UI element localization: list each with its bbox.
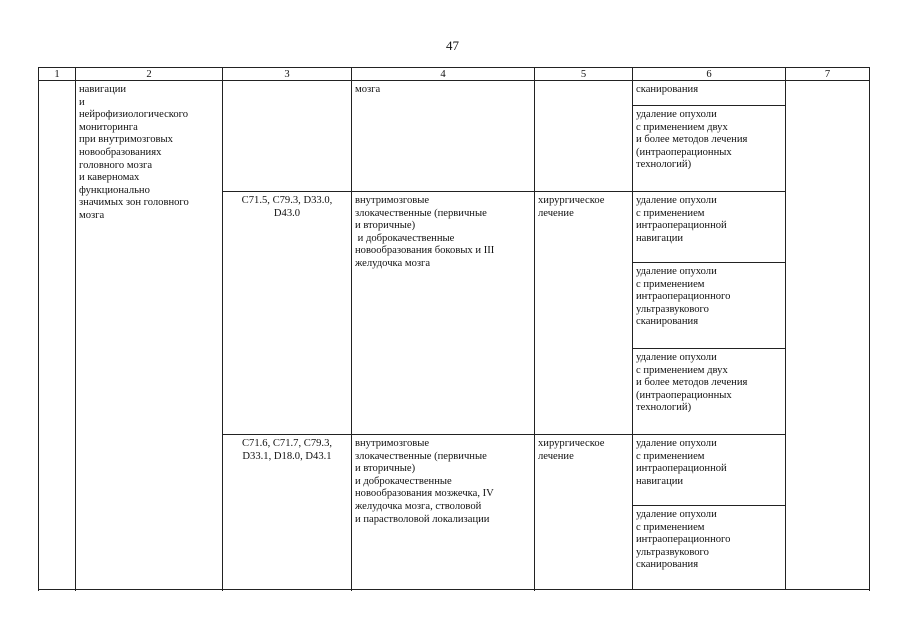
cell-line: (интраоперационных [636,389,732,401]
method-cell [633,263,786,349]
method-cell [633,349,786,435]
column-number: 7 [786,68,870,81]
cell-line: интраоперационной [636,220,727,232]
cell-line: и более методов лечения [636,377,748,389]
cell-line: сканирования [636,84,699,95]
cell-line: лечение [538,450,574,462]
cell-line: злокачественные (первичные [355,450,487,462]
column-number: 1 [39,68,76,81]
cell-line: при внутримозговых [79,134,173,146]
cell-line: навигации [79,84,127,95]
column-number: 4 [352,68,535,81]
cell-line: мониторинга [79,121,138,133]
cell-line: навигации [636,475,684,487]
cell-line: функционально [79,184,150,196]
cell-line: C71.6, C71.7, C79.3, [241,438,333,449]
cell-line: хирургическое [538,195,605,206]
cell-line: с применением двух [636,121,728,133]
cell-line: сканирования [636,316,699,328]
cell-line: злокачественные (первичные [355,207,487,219]
cell-line: нейрофизиологического [79,109,189,121]
disease-cell [352,435,535,590]
treatment-cell [535,81,633,192]
cell-line: ультразвукового [636,303,709,315]
cell-line: D43.0 [273,207,301,219]
medical-care-table [38,67,870,590]
cell-line: ультразвукового [636,546,709,558]
column-number-row [39,68,870,81]
volume-cell [786,81,870,590]
cell-line: удаление опухоли [636,352,717,363]
cell-line: желудочка мозга [355,257,431,269]
cell-line: навигации [636,232,684,244]
treatment-cell [535,435,633,590]
method-cell [633,81,786,106]
treatment-cell [535,192,633,435]
method-name-cell [76,81,223,590]
cell-line: внутримозговые [355,195,430,206]
cell-line: значимых зон головного [79,197,189,209]
codes-cell [223,81,352,192]
cell-line: D33.1, D18.0, D43.1 [242,450,332,462]
cell-line: с применением [636,278,705,290]
cell-line: удаление опухоли [636,509,717,520]
cell-line: внутримозговые [355,438,430,449]
cell-line: с применением двух [636,364,728,376]
cell-line: удаление опухоли [636,266,717,277]
cell-line: новообразованиях [79,146,162,158]
cell-line: и парастволовой локализации [355,513,490,525]
method-cell [633,106,786,192]
disease-cell [352,81,535,192]
cell-line: и каверномах [79,172,140,184]
cell-line: сканирования [636,559,699,571]
column-number: 2 [76,68,223,81]
cell-line: технологий) [636,159,692,171]
cell-line: желудочка мозга, стволовой [355,500,482,512]
cell-line: удаление опухоли [636,438,717,449]
method-cell [633,192,786,263]
cell-line: головного мозга [79,159,153,171]
row-number-cell [39,81,76,590]
method-cell [633,435,786,506]
cell-line: хирургическое [538,438,605,449]
cell-line: и вторичные) [355,463,416,475]
cell-line: и вторичные) [355,220,416,232]
page-number: 47 [446,38,459,53]
column-number: 3 [223,68,352,81]
table-row [39,81,870,106]
cell-line: с применением [636,521,705,533]
cell-line: технологий) [636,402,692,414]
cell-line: с применением [636,207,705,219]
cell-line: интраоперационного [636,534,731,546]
cell-line: лечение [538,207,574,219]
cell-line: с применением [636,450,705,462]
column-number: 5 [535,68,633,81]
cell-line: интраоперационного [636,291,731,303]
cell-line: (интраоперационных [636,146,732,158]
cell-line: новообразования боковых и III [355,245,495,257]
cell-line: интраоперационной [636,463,727,475]
codes-cell [223,435,352,590]
cell-line: удаление опухоли [636,109,717,120]
cell-line: новообразования мозжечка, IV [355,488,494,500]
disease-cell [352,192,535,435]
cell-line: удаление опухоли [636,195,717,206]
column-number: 6 [633,68,786,81]
method-cell [633,506,786,590]
codes-cell [223,192,352,435]
cell-line: мозга [79,209,105,221]
cell-line: C71.5, C79.3, D33.0, [241,195,333,206]
cell-line: и доброкачественные [355,232,455,244]
cell-line: и доброкачественные [355,475,452,487]
cell-line: и [79,96,85,108]
cell-line: и более методов лечения [636,134,748,146]
cell-line: мозга [355,84,381,95]
